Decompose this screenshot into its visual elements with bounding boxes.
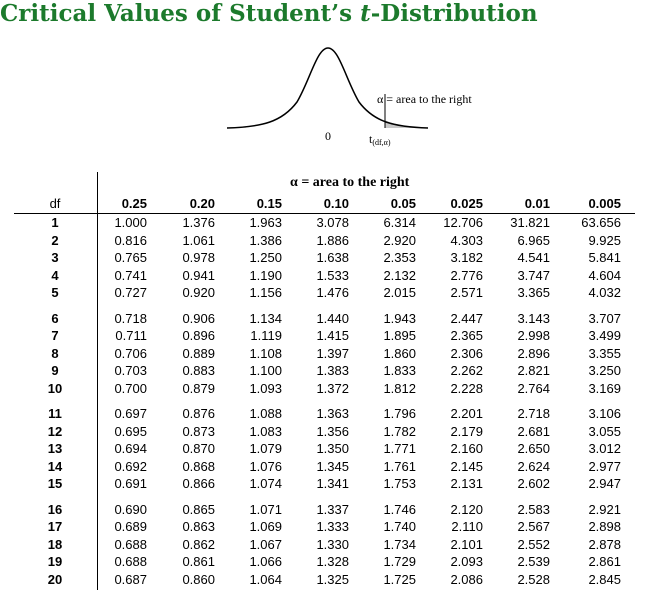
- table-row: [0, 362, 650, 380]
- critical-value-cell: 1.740: [383, 519, 416, 534]
- df-value: 3: [51, 250, 59, 265]
- critical-value-cell: 0.727: [114, 285, 147, 300]
- critical-value-cell: 0.690: [114, 501, 147, 517]
- critical-value-cell: 1.088: [249, 406, 282, 421]
- critical-value-cell: 1.782: [383, 423, 416, 439]
- table-row: [0, 405, 650, 423]
- critical-value-cell: 1.134: [249, 310, 282, 326]
- critical-value-cell: 2.015: [383, 285, 416, 300]
- critical-value-cell: 2.821: [517, 363, 550, 378]
- critical-value-cell: 0.697: [114, 406, 147, 421]
- critical-value-cell: 0.889: [182, 345, 215, 361]
- critical-value-cell: 0.689: [114, 519, 147, 534]
- critical-value-cell: 1.093: [249, 380, 282, 396]
- t-label: t: [369, 132, 373, 146]
- critical-value-cell: 1.119: [250, 328, 282, 343]
- critical-value-cell: 0.906: [182, 310, 215, 326]
- critical-value-cell: 1.363: [316, 406, 349, 421]
- df-value: 14: [47, 458, 63, 474]
- critical-value-cell: 1.079: [249, 441, 282, 456]
- critical-value-cell: 1.440: [316, 310, 349, 326]
- critical-value-cell: 0.718: [114, 310, 147, 326]
- critical-value-cell: 1.067: [249, 536, 282, 552]
- table-row: [0, 501, 650, 519]
- df-value: 5: [51, 285, 59, 300]
- critical-value-cell: 0.865: [182, 501, 215, 517]
- critical-value-cell: 1.895: [383, 328, 416, 343]
- df-value: 17: [47, 519, 63, 534]
- critical-value-cell: 0.688: [114, 536, 147, 552]
- table-row: [0, 380, 650, 398]
- df-value: 11: [48, 406, 62, 421]
- critical-value-cell: 0.695: [114, 423, 147, 439]
- critical-value-cell: 2.947: [588, 476, 621, 491]
- critical-value-cell: 2.228: [450, 380, 483, 396]
- critical-value-cell: 2.179: [450, 423, 483, 439]
- critical-value-cell: 2.602: [517, 476, 550, 491]
- critical-value-cell: 4.541: [517, 250, 550, 265]
- table-row: [0, 536, 650, 554]
- critical-value-cell: 1.350: [316, 441, 349, 456]
- critical-value-cell: 1.341: [316, 476, 349, 491]
- t-subscript: (df,α): [372, 138, 391, 147]
- critical-value-cell: 1.071: [249, 501, 282, 517]
- critical-value-cell: 0.741: [114, 267, 147, 283]
- critical-value-cell: 12.706: [443, 215, 483, 230]
- critical-value-cell: 0.862: [182, 536, 215, 552]
- critical-value-cell: 2.353: [383, 250, 416, 265]
- critical-value-cell: 2.896: [517, 345, 550, 361]
- alpha-level-header: 0.25: [121, 196, 147, 211]
- critical-value-cell: 1.833: [383, 363, 416, 378]
- title-suffix: -Distribution: [370, 0, 538, 27]
- critical-value-cell: 1.796: [383, 406, 416, 421]
- critical-value-cell: 0.883: [182, 363, 215, 378]
- critical-value-cell: 2.552: [517, 536, 550, 552]
- critical-value-cell: 2.539: [517, 554, 550, 569]
- critical-value-cell: 2.898: [588, 519, 621, 534]
- critical-value-cell: 1.330: [316, 536, 349, 552]
- critical-value-cell: 9.925: [588, 232, 621, 248]
- alpha-level-header: 0.10: [323, 196, 349, 211]
- critical-value-cell: 0.866: [182, 476, 215, 491]
- df-value: 20: [47, 571, 63, 587]
- critical-value-cell: 63.656: [581, 215, 621, 230]
- critical-value-cell: 1.476: [316, 285, 349, 300]
- df-value: 15: [47, 476, 63, 491]
- critical-value-cell: 0.688: [114, 554, 147, 569]
- critical-value-cell: 0.876: [182, 406, 215, 421]
- critical-value-cell: 3.355: [588, 345, 621, 361]
- df-value: 16: [47, 501, 63, 517]
- title-prefix: Critical Values of Student’s: [0, 0, 361, 27]
- critical-value-cell: 2.086: [450, 571, 483, 587]
- critical-value-cell: 3.055: [588, 423, 621, 439]
- critical-value-cell: 31.821: [510, 215, 550, 230]
- table-row: [0, 327, 650, 345]
- critical-value-cell: 2.447: [450, 310, 483, 326]
- critical-value-cell: 1.729: [383, 554, 416, 569]
- critical-value-cell: 2.624: [517, 458, 550, 474]
- critical-value-cell: 1.638: [316, 250, 349, 265]
- group-spacer: [0, 302, 650, 310]
- critical-value-cell: 0.870: [182, 441, 215, 456]
- critical-value-cell: 1.076: [249, 458, 282, 474]
- critical-value-cell: 1.328: [316, 554, 349, 569]
- critical-value-cell: 2.650: [517, 441, 550, 456]
- critical-value-cell: 2.764: [517, 380, 550, 396]
- df-value: 12: [47, 423, 63, 439]
- critical-value-cell: 2.365: [450, 328, 483, 343]
- critical-value-cell: 2.845: [588, 571, 621, 587]
- critical-value-cell: 0.941: [182, 267, 215, 283]
- alpha-level-header: 0.05: [390, 196, 416, 211]
- critical-value-cell: 1.397: [316, 345, 349, 361]
- critical-value-cell: 2.160: [450, 441, 483, 456]
- critical-value-cell: 0.706: [114, 345, 147, 361]
- critical-value-cell: 1.083: [249, 423, 282, 439]
- critical-value-cell: 3.078: [316, 215, 349, 230]
- critical-value-cell: 0.873: [182, 423, 215, 439]
- density-curve: [227, 48, 428, 128]
- critical-value-cell: 1.100: [249, 363, 282, 378]
- critical-value-cell: 1.190: [249, 267, 282, 283]
- table-header-row: [0, 195, 650, 213]
- table-row: [0, 214, 650, 232]
- critical-value-cell: 2.718: [517, 406, 550, 421]
- critical-value-cell: 2.567: [517, 519, 550, 534]
- table-row: [0, 553, 650, 571]
- alpha-header: α = area to the right: [290, 175, 410, 190]
- critical-value-cell: 2.262: [450, 363, 483, 378]
- critical-value-cell: 1.886: [316, 232, 349, 248]
- critical-value-cell: 0.861: [182, 554, 215, 569]
- critical-value-cell: 2.681: [517, 423, 550, 439]
- group-spacer: [0, 493, 650, 501]
- critical-value-cell: 3.143: [517, 310, 550, 326]
- df-value: 13: [47, 441, 63, 456]
- critical-value-cell: 3.182: [450, 250, 483, 265]
- df-value: 18: [47, 536, 63, 552]
- df-value: 6: [51, 310, 59, 326]
- alpha-level-header: 0.20: [189, 196, 215, 211]
- critical-value-cell: 1.061: [182, 232, 215, 248]
- table-row: [0, 232, 650, 250]
- critical-value-cell: 1.108: [249, 345, 282, 361]
- table-row: [0, 458, 650, 476]
- critical-value-cell: 2.101: [450, 536, 483, 552]
- critical-value-cell: 2.920: [383, 232, 416, 248]
- critical-value-cell: 2.093: [450, 554, 483, 569]
- table-row: [0, 267, 650, 285]
- table-row: [0, 440, 650, 458]
- critical-value-cell: 2.131: [450, 476, 483, 491]
- critical-value-cell: 0.978: [182, 250, 215, 265]
- table-row: [0, 310, 650, 328]
- title-t: t: [360, 0, 371, 27]
- critical-value-cell: 1.156: [249, 285, 282, 300]
- critical-value-cell: 0.896: [182, 328, 215, 343]
- zero-label: 0: [325, 129, 331, 143]
- critical-value-cell: 0.879: [182, 380, 215, 396]
- critical-value-cell: 0.711: [115, 328, 147, 343]
- critical-value-cell: 1.356: [316, 423, 349, 439]
- alpha-level-header: 0.025: [450, 196, 483, 211]
- alpha-annotation: α = area to the right: [377, 92, 472, 106]
- critical-value-cell: 1.963: [249, 215, 282, 230]
- critical-value-cell: 2.583: [517, 501, 550, 517]
- critical-value-cell: 5.841: [588, 250, 621, 265]
- table-row: [0, 284, 650, 302]
- critical-value-cell: 2.201: [450, 406, 483, 421]
- critical-value-cell: 0.920: [182, 285, 215, 300]
- df-value: 2: [51, 232, 59, 248]
- critical-value-cell: 1.074: [249, 476, 282, 491]
- critical-value-cell: 2.998: [517, 328, 550, 343]
- critical-value-cell: 0.692: [114, 458, 147, 474]
- critical-value-cell: 1.533: [316, 267, 349, 283]
- table-row: [0, 518, 650, 536]
- critical-value-cell: 1.725: [383, 571, 416, 587]
- critical-value-cell: 1.943: [383, 310, 416, 326]
- critical-value-cell: 4.032: [588, 285, 621, 300]
- critical-value-cell: 0.703: [114, 363, 147, 378]
- critical-value-cell: 1.372: [316, 380, 349, 396]
- table-row: [0, 249, 650, 267]
- df-value: 1: [51, 215, 59, 230]
- critical-value-cell: 2.306: [450, 345, 483, 361]
- t-distribution-curve: [222, 42, 472, 154]
- group-spacer: [0, 397, 650, 405]
- critical-value-cell: 2.145: [450, 458, 483, 474]
- critical-values-table: [0, 195, 650, 588]
- critical-value-cell: 4.303: [450, 232, 483, 248]
- critical-value-cell: 1.333: [316, 519, 349, 534]
- critical-value-cell: 1.325: [316, 571, 349, 587]
- critical-value-cell: 1.064: [249, 571, 282, 587]
- df-value: 10: [47, 380, 63, 396]
- critical-value-cell: 1.069: [249, 519, 282, 534]
- critical-value-cell: 0.691: [114, 476, 147, 491]
- critical-value-cell: 3.707: [588, 310, 621, 326]
- critical-value-cell: 3.499: [588, 328, 621, 343]
- critical-value-cell: 1.000: [114, 215, 147, 230]
- alpha-level-header: 0.15: [256, 196, 282, 211]
- critical-value-cell: 3.365: [517, 285, 550, 300]
- df-value: 9: [51, 363, 59, 378]
- critical-value-cell: 2.571: [450, 285, 483, 300]
- critical-value-cell: 1.345: [316, 458, 349, 474]
- critical-value-cell: 0.816: [114, 232, 147, 248]
- critical-value-cell: 1.771: [383, 441, 416, 456]
- critical-value-cell: 6.314: [383, 215, 416, 230]
- critical-value-cell: 2.132: [383, 267, 416, 283]
- table-row: [0, 345, 650, 363]
- critical-value-cell: 3.169: [588, 380, 621, 396]
- critical-value-cell: 2.776: [450, 267, 483, 283]
- critical-value-cell: 2.110: [451, 519, 483, 534]
- critical-value-cell: 1.066: [249, 554, 282, 569]
- df-value: 4: [51, 267, 59, 283]
- critical-value-cell: 2.977: [588, 458, 621, 474]
- df-header: df: [49, 196, 61, 211]
- critical-value-cell: 6.965: [517, 232, 550, 248]
- table-row: [0, 571, 650, 589]
- table-row: [0, 475, 650, 493]
- critical-value-cell: 1.761: [383, 458, 416, 474]
- critical-value-cell: 2.878: [588, 536, 621, 552]
- critical-value-cell: 1.376: [182, 215, 215, 230]
- critical-value-cell: 4.604: [588, 267, 621, 283]
- critical-value-cell: 3.250: [588, 363, 621, 378]
- critical-value-cell: 1.860: [383, 345, 416, 361]
- critical-value-cell: 1.746: [383, 501, 416, 517]
- critical-value-cell: 2.861: [588, 554, 621, 569]
- page-title: [0, 0, 538, 27]
- critical-value-cell: 1.250: [249, 250, 282, 265]
- critical-value-cell: 3.747: [517, 267, 550, 283]
- alpha-level-header: 0.01: [524, 196, 550, 211]
- critical-value-cell: 0.687: [114, 571, 147, 587]
- critical-value-label: [369, 132, 391, 147]
- critical-value-cell: 2.528: [517, 571, 550, 587]
- critical-value-cell: 0.860: [182, 571, 215, 587]
- critical-value-cell: 3.012: [588, 441, 621, 456]
- table-row: [0, 423, 650, 441]
- critical-value-cell: 1.753: [383, 476, 416, 491]
- critical-value-cell: 2.921: [588, 501, 621, 517]
- critical-value-cell: 1.812: [383, 380, 416, 396]
- critical-value-cell: 0.868: [182, 458, 215, 474]
- df-value: 19: [47, 554, 63, 569]
- critical-value-cell: 1.415: [316, 328, 349, 343]
- df-value: 8: [51, 345, 59, 361]
- critical-value-cell: 3.106: [588, 406, 621, 421]
- critical-value-cell: 0.694: [114, 441, 147, 456]
- critical-value-cell: 1.386: [249, 232, 282, 248]
- critical-value-cell: 1.734: [383, 536, 416, 552]
- critical-value-cell: 0.700: [114, 380, 147, 396]
- critical-value-cell: 2.120: [450, 501, 483, 517]
- critical-value-cell: 0.765: [114, 250, 147, 265]
- alpha-level-header: 0.005: [588, 196, 621, 211]
- critical-value-cell: 0.863: [182, 519, 215, 534]
- df-value: 7: [51, 328, 59, 343]
- critical-value-cell: 1.337: [316, 501, 349, 517]
- critical-value-cell: 1.383: [316, 363, 349, 378]
